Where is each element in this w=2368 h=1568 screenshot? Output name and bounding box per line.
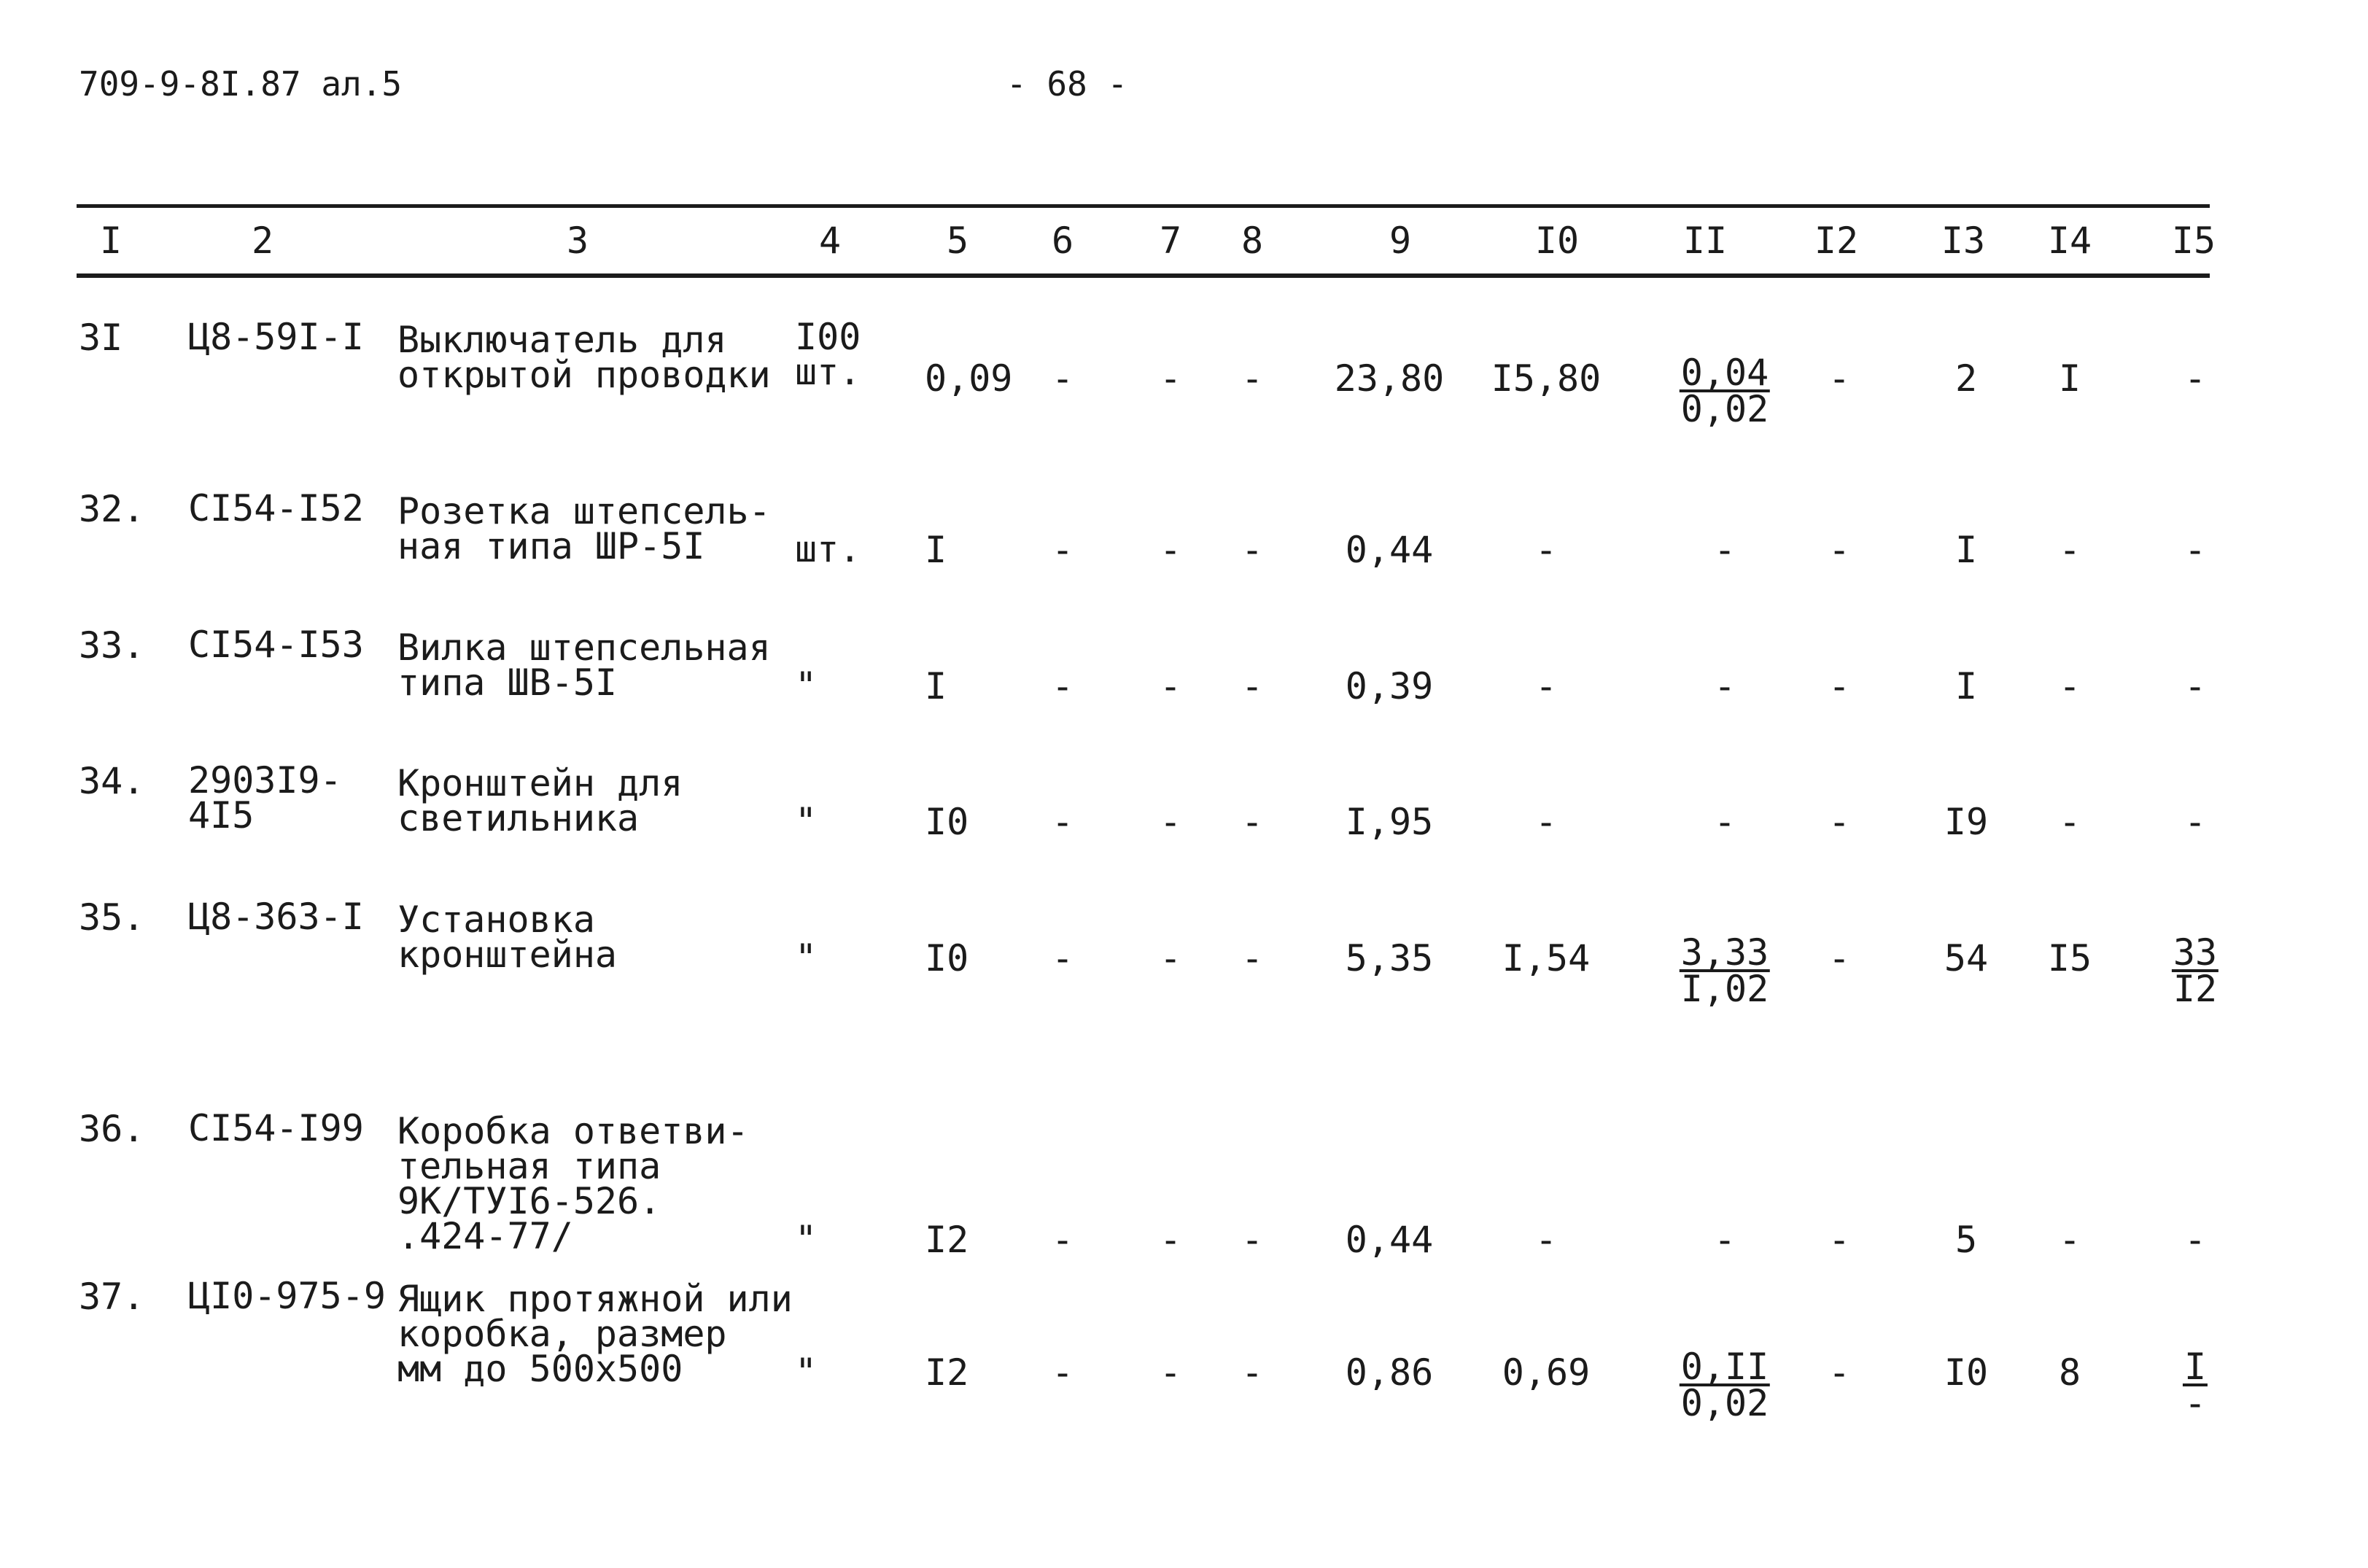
fraction-denominator: 0,02 xyxy=(1680,1382,1769,1424)
cell-c15: - xyxy=(2183,357,2207,400)
cell-c7: - xyxy=(1159,1219,1182,1261)
fraction-numerator: 3,33 xyxy=(1680,931,1769,974)
document-code: 709-9-8I.87 ал.5 xyxy=(79,64,403,104)
row-number: 37. xyxy=(79,1276,145,1318)
item-code: Ц8-363-I xyxy=(188,896,364,938)
cell-c9: 0,44 xyxy=(1345,1219,1434,1261)
cell-c6: - xyxy=(1051,1219,1074,1261)
column-header-7: 7 xyxy=(1159,220,1182,262)
cell-c14: - xyxy=(2058,801,2081,843)
quantity: I0 xyxy=(925,937,969,979)
unit: " xyxy=(795,1218,818,1260)
fraction-c11 xyxy=(1680,1346,1770,1424)
column-header-5: 5 xyxy=(946,220,969,262)
column-header-15: I5 xyxy=(2171,220,2216,262)
unit: " xyxy=(795,936,818,979)
item-code: CI54-I99 xyxy=(188,1107,364,1149)
cell-c8: - xyxy=(1241,529,1264,571)
cell-c9: 0,39 xyxy=(1345,665,1434,707)
item-code: CI54-I52 xyxy=(188,487,364,529)
cell-c10: - xyxy=(1534,529,1558,571)
unit: " xyxy=(795,1351,818,1393)
fraction-denominator: I2 xyxy=(2173,968,2218,1010)
column-header-13: I3 xyxy=(1941,220,1986,262)
fraction-c11 xyxy=(1680,931,1770,1010)
item-code: Ц8-59I-I xyxy=(188,316,364,358)
cell-c10: - xyxy=(1534,801,1558,843)
cell-c7: - xyxy=(1159,529,1182,571)
cell-c10: - xyxy=(1534,1219,1558,1261)
cell-c10: 0,69 xyxy=(1502,1351,1591,1394)
cell-c8: - xyxy=(1241,1351,1264,1394)
table-top-rule xyxy=(77,204,2210,208)
row-number: 35. xyxy=(79,896,145,939)
cell-c7: - xyxy=(1159,801,1182,843)
cell-c6: - xyxy=(1051,937,1074,979)
column-header-11: II xyxy=(1682,220,1728,262)
cell-c9: 0,44 xyxy=(1345,529,1434,571)
column-header-2: 2 xyxy=(251,220,274,262)
cell-c12: - xyxy=(1828,1351,1851,1394)
column-header-12: I2 xyxy=(1814,220,1859,262)
cell-c6: - xyxy=(1051,801,1074,843)
column-header-14: I4 xyxy=(2047,220,2092,262)
cell-c7: - xyxy=(1159,357,1182,400)
column-header-3: 3 xyxy=(566,220,589,262)
row-number: 32. xyxy=(79,488,145,530)
item-name: Коробка ответви- тельная типа 9К/ТУI6-526. .424-77/ xyxy=(397,1110,749,1257)
cell-c13: I0 xyxy=(1944,1351,1989,1394)
cell-c13: 2 xyxy=(1954,357,1978,400)
cell-c13: 54 xyxy=(1944,937,1989,979)
cell-c11: - xyxy=(1713,801,1736,843)
row-number: 3I xyxy=(79,317,123,359)
cell-c12: - xyxy=(1828,529,1851,571)
quantity: I2 xyxy=(925,1351,969,1394)
cell-c15: - xyxy=(2183,1219,2207,1261)
fraction-numerator: 33 xyxy=(2173,931,2218,974)
row-number: 34. xyxy=(79,760,145,802)
cell-c12: - xyxy=(1828,937,1851,979)
unit: " xyxy=(795,800,818,842)
cell-c10: I,54 xyxy=(1502,937,1591,979)
cell-c11: - xyxy=(1713,529,1736,571)
page-number: - 68 - xyxy=(1006,64,1128,104)
cell-c13: I xyxy=(1954,665,1978,707)
cell-c14: - xyxy=(2058,1219,2081,1261)
cell-c14: I xyxy=(2058,357,2081,400)
fraction-numerator: 0,04 xyxy=(1680,352,1769,394)
cell-c6: - xyxy=(1051,357,1074,400)
quantity: I0 xyxy=(925,801,969,843)
column-header-8: 8 xyxy=(1241,220,1264,262)
cell-c8: - xyxy=(1241,665,1264,707)
item-name: Кронштейн для светильника xyxy=(397,762,683,839)
unit: I00 шт. xyxy=(795,316,861,393)
cell-c10: - xyxy=(1534,665,1558,707)
table-header-rule xyxy=(77,273,2210,278)
cell-c6: - xyxy=(1051,1351,1074,1394)
column-header-10: I0 xyxy=(1534,220,1580,262)
cell-c9: 5,35 xyxy=(1345,937,1434,979)
quantity: I xyxy=(925,529,947,571)
column-header-1: I xyxy=(99,220,123,262)
column-header-9: 9 xyxy=(1389,220,1412,262)
cell-c14: - xyxy=(2058,665,2081,707)
cell-c8: - xyxy=(1241,357,1264,400)
cell-c14: I5 xyxy=(2047,937,2092,979)
column-header-6: 6 xyxy=(1051,220,1074,262)
cell-c10: I5,80 xyxy=(1491,357,1602,400)
cell-c8: - xyxy=(1241,801,1264,843)
cell-c6: - xyxy=(1051,529,1074,571)
row-number: 36. xyxy=(79,1108,145,1150)
cell-c7: - xyxy=(1159,1351,1182,1394)
unit: шт. xyxy=(795,528,861,570)
fraction-denominator: I,02 xyxy=(1680,968,1769,1010)
item-name: Установка кронштейна xyxy=(397,899,618,976)
item-name: Выключатель для открытой проводки xyxy=(397,319,771,396)
item-name: Вилка штепсельная типа ШВ-5I xyxy=(397,626,771,704)
item-name: Розетка штепсель- ная типа ШР-5I xyxy=(397,490,771,567)
cell-c11: - xyxy=(1713,665,1736,707)
cell-c13: I xyxy=(1954,529,1978,571)
fraction-numerator: 0,II xyxy=(1680,1346,1769,1388)
item-code: 2903I9- 4I5 xyxy=(188,759,342,837)
cell-c8: - xyxy=(1241,1219,1264,1261)
cell-c12: - xyxy=(1828,665,1851,707)
quantity: 0,09 xyxy=(925,357,1013,400)
item-name: Ящик протяжной или коробка, размер мм до 500х500 xyxy=(397,1278,793,1390)
quantity: I xyxy=(925,665,947,707)
column-header-4: 4 xyxy=(818,220,842,262)
row-number: 33. xyxy=(79,624,145,667)
cell-c14: - xyxy=(2058,529,2081,571)
cell-c9: I,95 xyxy=(1345,801,1434,843)
cell-c15: - xyxy=(2183,665,2207,707)
cell-c15: - xyxy=(2183,529,2207,571)
fraction-denominator: - xyxy=(2183,1382,2207,1424)
fraction-denominator: 0,02 xyxy=(1680,388,1769,430)
cell-c12: - xyxy=(1828,1219,1851,1261)
fraction-c15 xyxy=(2172,931,2218,1010)
fraction-numerator: I xyxy=(2183,1346,2207,1388)
cell-c14: 8 xyxy=(2058,1351,2081,1394)
item-code: CI54-I53 xyxy=(188,624,364,666)
cell-c12: - xyxy=(1828,801,1851,843)
cell-c7: - xyxy=(1159,665,1182,707)
item-code: ЦI0-975-9 xyxy=(188,1275,386,1317)
quantity: I2 xyxy=(925,1219,969,1261)
cell-c9: 0,86 xyxy=(1345,1351,1434,1394)
fraction-c15 xyxy=(2183,1346,2208,1424)
cell-c8: - xyxy=(1241,937,1264,979)
cell-c15: - xyxy=(2183,801,2207,843)
cell-c13: 5 xyxy=(1954,1219,1978,1261)
cell-c7: - xyxy=(1159,937,1182,979)
fraction-c11 xyxy=(1680,352,1770,430)
cell-c13: I9 xyxy=(1944,801,1989,843)
cell-c9: 23,80 xyxy=(1334,357,1445,400)
cell-c11: - xyxy=(1713,1219,1736,1261)
cell-c6: - xyxy=(1051,665,1074,707)
unit: " xyxy=(795,664,818,707)
cell-c12: - xyxy=(1828,357,1851,400)
